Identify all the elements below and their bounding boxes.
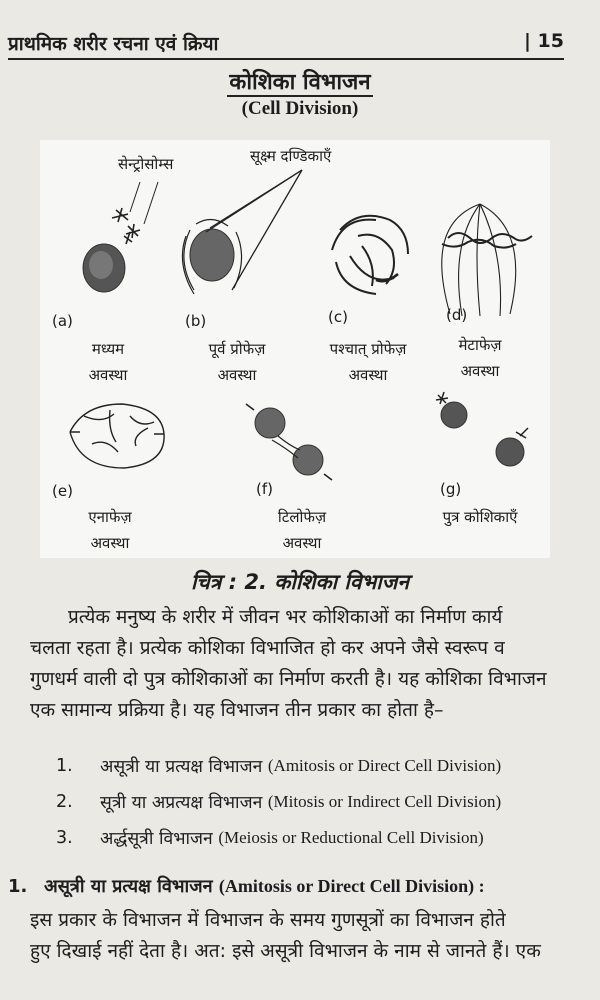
stage-sub: अवस्था [88,366,128,384]
stage-name: टिलोफेज़ [277,508,327,526]
type-english: (Meiosis or Reductional Cell Division) [218,828,484,847]
running-header [8,30,564,60]
list-number: 1. [56,756,73,776]
chapter-subtitle: (Cell Division) [241,98,359,119]
figure-caption: चित्र : 2. कोशिका विभाजन [190,570,409,594]
stage-letter: (d) [446,306,468,324]
type-english: (Amitosis or Direct Cell Division) [267,756,502,775]
stage-c-cell [332,216,408,294]
stage-letter: (b) [185,312,207,330]
callout-spindle-fibres: सूक्ष्म दण्डिकाएँ [250,147,332,165]
stage-name: पुत्र कोशिकाएँ [442,508,518,526]
section-number: 1. [8,876,28,897]
section-paragraph [30,905,578,967]
stage-sub: अवस्था [282,534,322,552]
list-item [56,820,586,856]
stage-label-b [167,336,307,388]
list-number: 2. [56,792,73,812]
stage-name: मेटाफेज़ [458,336,502,354]
para-line: एक सामान्य प्रक्रिया है। यह विभाजन तीन प्रकार का होता है– [30,699,444,721]
stage-label-g [410,504,550,530]
para-line: चलता रहता है। प्रत्येक कोशिका विभाजित हो कर अपने जैसे स्वरूप व [30,637,505,659]
stage-letter: (c) [328,308,348,326]
stage-label-a [38,336,178,388]
chapter-title-text: कोशिका विभाजन [229,70,371,95]
stage-a-cell [83,182,158,292]
para-line: इस प्रकार के विभाजन में विभाजन के समय गुणसूत्रों का विभाजन होते [30,909,506,931]
type-english: (Mitosis or Indirect Cell Division) [267,792,502,811]
division-types-list [56,748,586,856]
section-hindi: असूत्री या प्रत्यक्ष विभाजन [44,876,213,897]
type-hindi: अर्द्धसूत्री विभाजन [100,829,213,849]
stage-b-cell [182,170,302,294]
para-line: हुए दिखाई नहीं देता है। अत: इसे असूत्री विभाजन के नाम से जानते हैं। एक [30,940,541,962]
list-item [56,784,586,820]
stage-sub: अवस्था [348,366,388,384]
stage-letter: (e) [52,482,73,500]
callout-centrosomes: सेन्ट्रोसोम्स [118,155,174,173]
stage-g-cells [436,392,528,466]
stage-sub: अवस्था [217,366,257,384]
stage-sub: अवस्था [460,362,500,380]
running-title: प्राथमिक शरीर रचना एवं क्रिया [8,33,219,55]
stage-d-cell [442,204,532,316]
stage-f-cell [246,404,332,480]
stage-letter: (g) [440,480,462,498]
section-english: (Amitosis or Direct Cell Division) : [218,876,485,896]
stage-name: पूर्व प्रोफेज़ [208,340,266,358]
type-hindi: असूत्री या प्रत्यक्ष विभाजन [100,757,263,777]
stage-name: एनाफेज़ [88,508,132,526]
intro-paragraph [30,602,578,726]
stage-e-cell [70,404,164,468]
type-hindi: सूत्री या अप्रत्यक्ष विभाजन [100,793,263,813]
list-number: 3. [56,828,73,848]
para-line: गुणधर्म वाली दो पुत्र कोशिकाओं का निर्माण करती है। यह कोशिका विभाजन [30,668,547,690]
page-number: | 15 [524,30,564,52]
stage-letter: (f) [256,480,273,498]
section-heading [8,874,598,898]
stage-sub: अवस्था [90,534,130,552]
stage-name: मध्यम [91,340,125,358]
para-line: प्रत्येक मनुष्य के शरीर में जीवन भर कोशिकाओं का निर्माण कार्य [68,606,503,628]
chapter-title [0,66,600,96]
list-item [56,748,586,784]
stage-name: पश्चात् प्रोफेज़ [329,340,407,358]
stage-label-e [40,504,180,556]
stage-letter: (a) [52,312,73,330]
stage-label-d [410,332,550,384]
stage-label-f [232,504,372,556]
cell-division-figure [40,140,550,558]
